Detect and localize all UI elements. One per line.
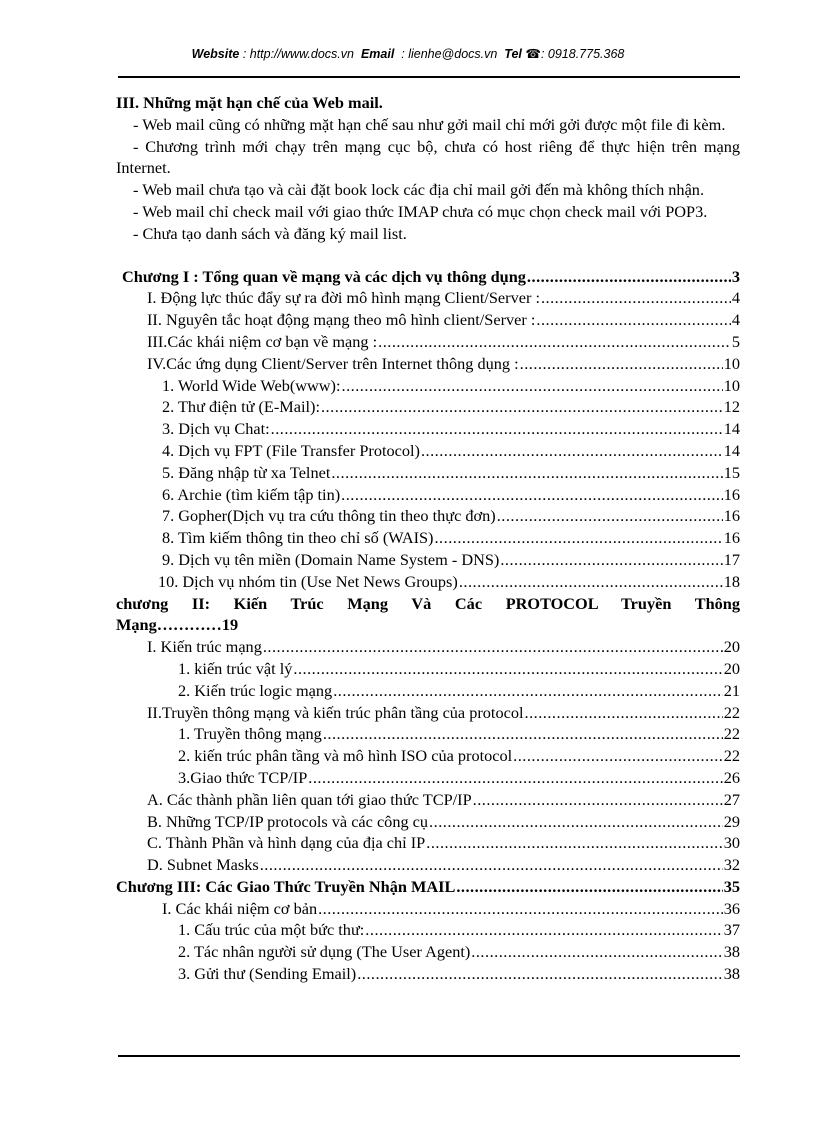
tel-value: : 0918.775.368 xyxy=(540,47,625,61)
toc-subentry: 2. Thư điện tử (E-Mail): ..... 12 xyxy=(116,396,740,418)
tel-label: Tel xyxy=(504,47,522,61)
paragraph: - Web mail chưa tạo và cài đặt book lock các địa chỉ mail gởi đến mà không thích nhận. xyxy=(133,180,705,200)
toc-subentry: 9. Dịch vụ tên miền (Domain Name System - DNS) ..... 17 xyxy=(116,549,740,571)
toc-chapter-3: Chương III: Các Giao Thức Truyền Nhận MAIL ..... 35 xyxy=(116,876,740,898)
email-label: Email xyxy=(360,47,395,61)
toc-subentry: 1. Truyền thông mạng ..... 22 xyxy=(116,723,740,745)
toc-entry: B. Những TCP/IP protocols và các công cụ ..... 29 xyxy=(116,811,740,833)
toc-chapter-2 xyxy=(116,593,740,615)
toc-entry: I. Các khái niệm cơ bản ..... 36 xyxy=(116,898,740,920)
header-rule xyxy=(118,76,740,78)
page-header xyxy=(0,46,816,61)
toc-entry: II.Truyền thông mạng và kiến trúc phân tầng của protocol ..... 22 xyxy=(116,702,740,724)
toc-subentry: 6. Archie (tìm kiếm tập tin) ..... 16 xyxy=(116,484,740,506)
paragraph: - Web mail chỉ check mail với giao thức IMAP chưa có mục chọn check mail với POP3. xyxy=(133,201,708,221)
toc-subentry: 1. Cấu trúc của một bức thư: ..... 37 xyxy=(116,919,740,941)
toc-subentry: 3.Giao thức TCP/IP ..... 26 xyxy=(116,767,740,789)
toc-entry: D. Subnet Masks ..... 32 xyxy=(116,854,740,876)
toc-entry: II. Nguyên tắc hoạt động mạng theo mô hình client/Server : ..... 4 xyxy=(116,309,740,331)
toc-entry: IV.Các ứng dụng Client/Server trên Internet thông dụng : ..... 10 xyxy=(116,353,740,375)
website-label: Website xyxy=(191,47,240,61)
toc-chapter-1: Chương I : Tổng quan về mạng và các dịch vụ thông dụng ..... 3 xyxy=(116,266,740,288)
section-heading: III. Những mặt hạn chế của Web mail. xyxy=(116,93,383,112)
toc-chapter-2-line2: Mạng…………19 xyxy=(116,615,239,635)
paragraph: - Chưa tạo danh sách và đăng ký mail list. xyxy=(133,223,407,243)
toc-entry: I. Kiến trúc mạng ..... 20 xyxy=(116,636,740,658)
email-value: : lienhe@docs.vn xyxy=(401,47,498,61)
paragraph: - Chương trình mới chạy trên mạng cục bộ, chưa có host riêng để thực hiện trên mạng Internet. xyxy=(116,136,740,178)
toc-subentry: 3. Dịch vụ Chat: ..... 14 xyxy=(116,418,740,440)
toc-entry: I. Động lực thúc đẩy sự ra đời mô hình mạng Client/Server : ..... 4 xyxy=(116,287,740,309)
website-value: : http://www.docs.vn xyxy=(242,47,354,61)
toc-subentry: 2. kiến trúc phân tầng và mô hình ISO của protocol ..... 22 xyxy=(116,745,740,767)
toc-entry: III.Các khái niệm cơ bạn về mạng : ..... 5 xyxy=(116,331,740,353)
toc-subentry: 7. Gopher(Dịch vụ tra cứu thông tin theo thực đơn) ..... 16 xyxy=(116,505,740,527)
toc-subentry: 3. Gửi thư (Sending Email) ..... 38 xyxy=(116,963,740,985)
toc-subentry: 2. Kiến trúc logic mạng ..... 21 xyxy=(116,680,740,702)
page-body xyxy=(116,92,740,985)
footer-rule xyxy=(118,1055,740,1057)
toc-subentry: 1. kiến trúc vật lý ..... 20 xyxy=(116,658,740,680)
toc-subentry: 5. Đăng nhập từ xa Telnet ..... 15 xyxy=(116,462,740,484)
toc-subentry: 2. Tác nhân người sử dụng (The User Agent) ..... 38 xyxy=(116,941,740,963)
paragraph: - Web mail cũng có những mặt hạn chế sau như gởi mail chỉ mới gởi được một file đi kèm. xyxy=(133,114,726,134)
toc-entry: A. Các thành phần liên quan tới giao thức TCP/IP ..... 27 xyxy=(116,789,740,811)
phone-icon: ☎ xyxy=(525,47,541,61)
toc-chapter-2-line1: chương II: Kiến Trúc Mạng Và Các PROTOCOL Truyền Thông xyxy=(116,593,740,613)
toc-subentry: 8. Tìm kiếm thông tin theo chỉ số (WAIS) ..... 16 xyxy=(116,527,740,549)
toc-subentry: 1. World Wide Web(www): ..... 10 xyxy=(116,375,740,397)
toc-subentry: 4. Dịch vụ FPT (File Transfer Protocol) ..... 14 xyxy=(116,440,740,462)
table-of-contents xyxy=(116,266,740,985)
toc-entry: C. Thành Phần và hình dạng của địa chỉ IP ..... 30 xyxy=(116,832,740,854)
toc-subentry: 10. Dịch vụ nhóm tin (Use Net News Groups) ..... 18 xyxy=(116,571,740,593)
